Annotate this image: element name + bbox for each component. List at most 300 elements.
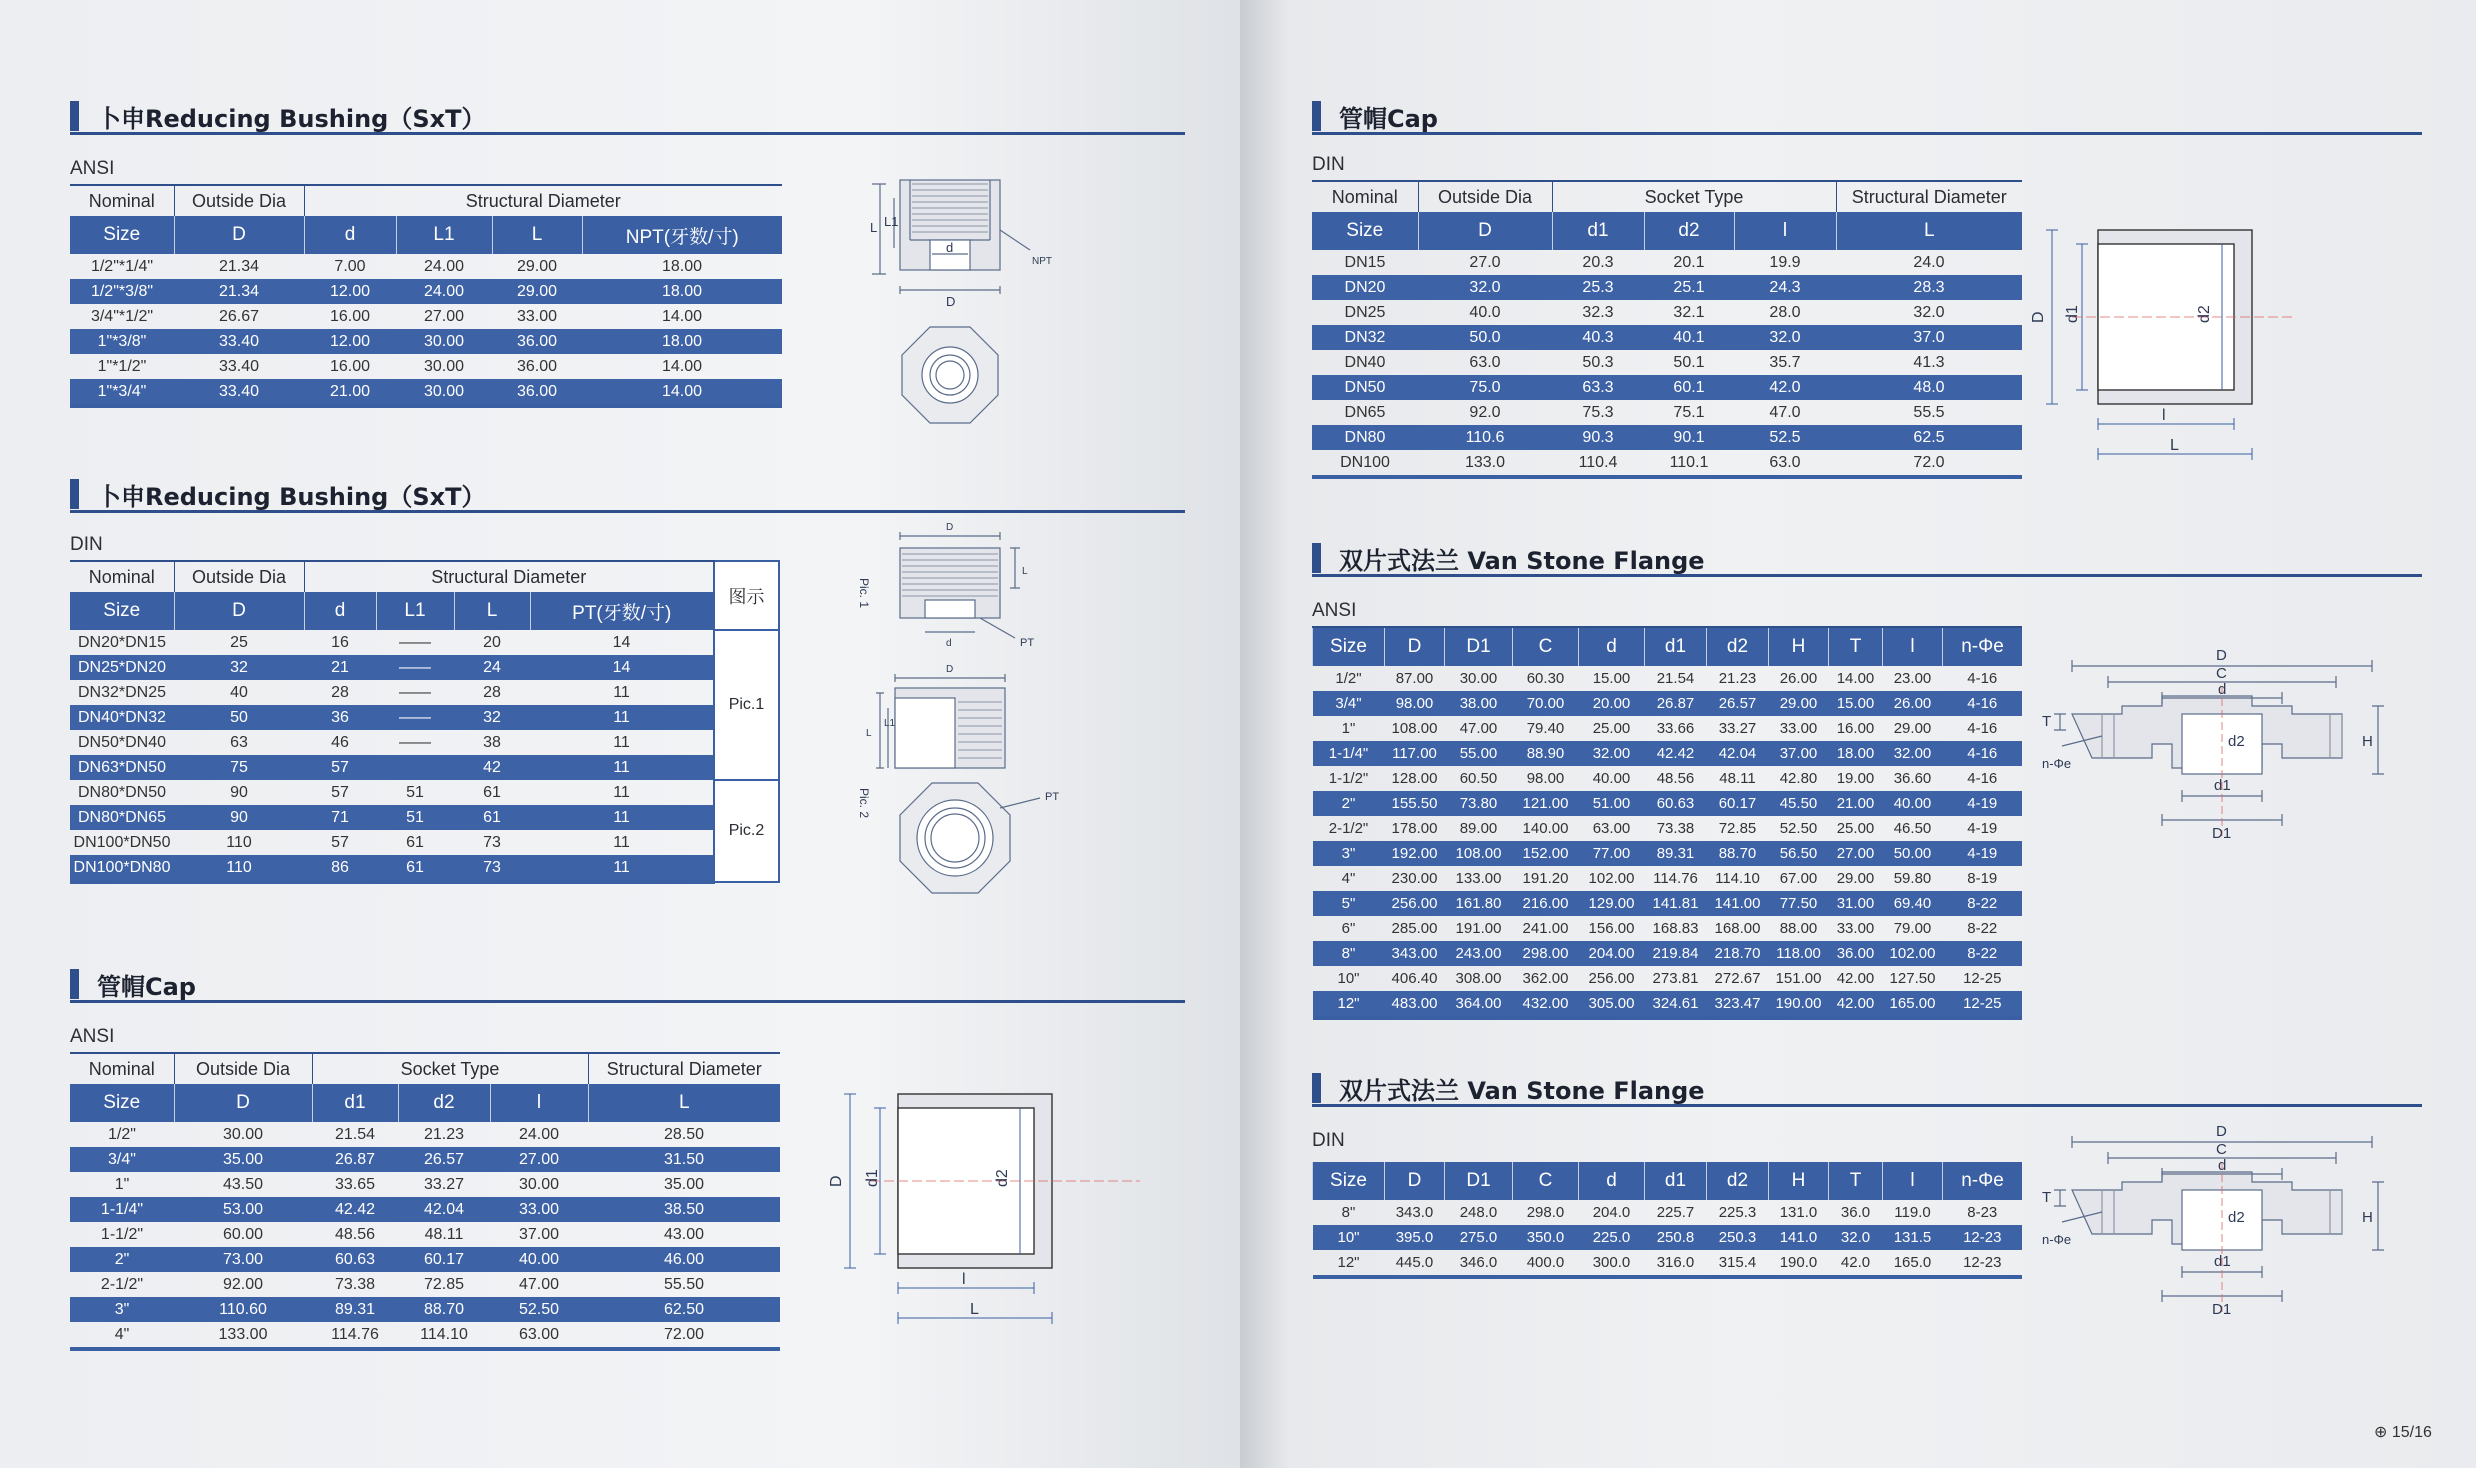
title-bar-marker (1312, 101, 1321, 131)
value-cell: 60.63 (1645, 791, 1707, 816)
size-cell: 2" (70, 1247, 174, 1272)
value-cell: 33.40 (174, 329, 304, 354)
header-cell: d (1579, 1162, 1645, 1200)
table-row (70, 680, 779, 705)
value-cell: 48.11 (1719, 770, 1756, 787)
dim-label-l1: L1 (884, 214, 899, 229)
bushing-din-table (70, 560, 780, 884)
value-cell: 4-16 (1943, 741, 2023, 766)
value-cell: 38.50 (588, 1197, 780, 1222)
table-row (70, 1297, 780, 1322)
value-cell: 21.00 (304, 379, 396, 406)
value-cell: 114.76 (312, 1322, 398, 1349)
table-header-row (70, 561, 779, 592)
value-cell: 204.0 (1592, 1204, 1631, 1221)
value-cell: 21.34 (218, 257, 260, 275)
value-cell: 225.3 (1718, 1204, 1757, 1221)
table-row (70, 1122, 780, 1147)
value-cell: 305.00 (1579, 991, 1645, 1018)
value-cell: 12.00 (304, 279, 396, 304)
value-cell: 71 (304, 805, 376, 830)
value-cell: 72.00 (588, 1322, 780, 1349)
section-flange-din (1312, 1072, 2422, 1352)
value-cell: 14 (612, 633, 631, 651)
value-cell: 32.0 (1734, 325, 1836, 350)
value-cell: 432.00 (1513, 991, 1579, 1018)
header-cell: Outside Dia (1418, 181, 1552, 212)
value-cell: 32 (454, 705, 530, 730)
value-cell: 98.00 (1526, 770, 1565, 787)
value-cell: —— (399, 733, 431, 751)
table-subheader-row (70, 1084, 780, 1122)
value-cell: 63.00 (490, 1322, 588, 1349)
dim-label-D: D (2216, 647, 2227, 664)
value-cell: 33.40 (218, 357, 260, 375)
value-cell: 11 (530, 855, 714, 882)
value-cell: 24.00 (396, 279, 492, 304)
size-cell: DN65 (1344, 403, 1386, 421)
cap-ansi-drawing (810, 1078, 1140, 1338)
table-row (70, 855, 779, 882)
value-cell: 275.0 (1445, 1225, 1513, 1250)
standard-label: ANSI (70, 1026, 115, 1047)
value-cell: 92.0 (1469, 403, 1501, 421)
value-cell: 88.70 (1707, 841, 1769, 866)
table-row (70, 1172, 780, 1197)
dim-label-D1: D1 (2212, 1301, 2232, 1318)
dim-label-d1: d1 (864, 1169, 881, 1187)
value-cell: 168.83 (1652, 920, 1699, 937)
header-cell: Nominal (70, 185, 174, 216)
pic-note-cell: Pic.2 (714, 780, 779, 882)
table-body (70, 630, 779, 882)
size-cell: DN32 (1312, 325, 1418, 350)
size-cell: 6" (1341, 920, 1356, 937)
value-cell: 102.00 (1883, 941, 1943, 966)
value-cell: 11 (613, 833, 630, 851)
value-cell: 168.00 (1714, 920, 1761, 937)
value-cell: 133.00 (1455, 870, 1502, 887)
value-cell: 14.00 (582, 379, 782, 406)
section-cap-din (1312, 100, 2422, 500)
value-cell: 33.00 (1779, 720, 1818, 737)
value-cell: 110.1 (1644, 450, 1734, 477)
header-cell: d1 (1552, 212, 1644, 250)
dim-label-C: C (2216, 1141, 2227, 1158)
header-cell: D1 (1445, 1162, 1513, 1200)
value-cell: 28.50 (663, 1125, 705, 1143)
table-row (70, 730, 779, 755)
section-title (1312, 1072, 2422, 1107)
value-cell: 43.00 (663, 1225, 705, 1243)
value-cell: 73.38 (334, 1275, 376, 1293)
dim-label-D: D (2216, 1123, 2227, 1140)
table-row (1313, 966, 2023, 991)
value-cell: 47.0 (1769, 403, 1801, 421)
value-cell: 323.47 (1707, 991, 1769, 1018)
header-cell: L (1836, 212, 2022, 250)
value-cell: 36.60 (1893, 770, 1932, 787)
header-cell: d1 (312, 1084, 398, 1122)
value-cell: 24 (454, 655, 530, 680)
header-cell: d2 (1707, 627, 1769, 666)
value-cell: 60.1 (1644, 375, 1734, 400)
table-row (1312, 425, 2022, 450)
size-cell: 5" (1313, 891, 1385, 916)
header-cell: C (1513, 627, 1579, 666)
dim-label-d2: D (946, 664, 954, 675)
value-cell: 27.00 (423, 307, 465, 325)
flange-din-table (1312, 1162, 2022, 1279)
table-row (1313, 991, 2023, 1018)
value-cell: 395.0 (1385, 1225, 1445, 1250)
header-cell: l (1734, 212, 1836, 250)
table-row (1312, 250, 2022, 275)
value-cell: 4-19 (1967, 820, 1998, 837)
header-cell: Outside Dia (174, 1053, 312, 1084)
title-bar-marker (70, 479, 79, 509)
value-cell: 4-16 (1943, 691, 2023, 716)
table-row (70, 379, 782, 406)
header-cell: L (454, 592, 530, 630)
value-cell: 21.34 (174, 279, 304, 304)
value-cell: 40 (230, 683, 248, 701)
value-cell: 32.3 (1582, 303, 1614, 321)
value-cell: 346.0 (1445, 1250, 1513, 1277)
value-cell: 114.10 (1715, 870, 1760, 887)
value-cell: 204.00 (1579, 941, 1645, 966)
value-cell: 50.00 (1883, 841, 1943, 866)
value-cell: 273.81 (1652, 970, 1699, 987)
value-cell: 40.00 (1883, 791, 1943, 816)
value-cell: 250.3 (1707, 1225, 1769, 1250)
value-cell: 59.80 (1893, 870, 1932, 887)
value-cell: 24.0 (1913, 253, 1945, 271)
value-cell: 152.00 (1513, 841, 1579, 866)
size-cell: 4" (1341, 870, 1356, 887)
header-cell: C (1513, 1162, 1579, 1200)
value-cell: 31.00 (1829, 891, 1883, 916)
header-cell: d1 (1645, 1162, 1707, 1200)
value-cell: 31.50 (588, 1147, 780, 1172)
value-cell: 38 (483, 733, 501, 751)
value-cell: 14.00 (661, 307, 703, 325)
value-cell: 114.76 (1653, 870, 1698, 887)
table-row (1313, 666, 2023, 691)
header-cell: Structural Diameter (304, 561, 714, 592)
table-row (1312, 400, 2022, 425)
table-subheader-row (70, 592, 779, 630)
value-cell: 241.00 (1522, 920, 1569, 937)
value-cell: 33.66 (1656, 720, 1695, 737)
header-cell: NPT(牙数/寸) (582, 216, 782, 254)
value-cell: 30.00 (423, 357, 465, 375)
value-cell: 131.0 (1779, 1204, 1818, 1221)
header-cell: d (304, 216, 396, 254)
table-row (70, 630, 779, 655)
value-cell: 108.00 (1445, 841, 1513, 866)
size-cell: DN80*DN50 (77, 783, 167, 801)
value-cell: 21 (304, 655, 376, 680)
dim-label-D1: D1 (2212, 825, 2232, 842)
value-cell: 343.0 (1395, 1204, 1434, 1221)
header-cell: H (1769, 627, 1829, 666)
value-cell: 41.3 (1913, 353, 1945, 371)
section-bushing-din (70, 478, 1185, 898)
value-cell: 256.00 (1588, 970, 1635, 987)
size-cell: 1/2"*1/4" (90, 257, 154, 275)
header-cell: Nominal (70, 1053, 174, 1084)
value-cell: 36.0 (1840, 1204, 1871, 1221)
value-cell: 8-19 (1967, 870, 1998, 887)
header-cell: d (1579, 627, 1645, 666)
pic2-label: Pic. 2 (857, 788, 871, 819)
value-cell: 38.00 (1445, 691, 1513, 716)
header-cell: n-Φe (1943, 627, 2023, 666)
value-cell: 14 (530, 655, 714, 680)
value-cell: 4-19 (1943, 841, 2023, 866)
page-number (2374, 1422, 2432, 1442)
header-cell: Size (1313, 1162, 1385, 1200)
value-cell: 151.00 (1775, 970, 1822, 987)
dim-label-pt-2: PT (1045, 791, 1060, 803)
section-title-text: 卜申Reducing Bushing（SxT） (97, 482, 486, 511)
title-bar-marker (70, 101, 79, 131)
size-cell: 2-1/2" (1328, 820, 1369, 837)
size-cell: 10" (1337, 970, 1360, 987)
value-cell: 29.00 (1836, 870, 1875, 887)
size-cell: 3" (1313, 841, 1385, 866)
value-cell: 218.70 (1707, 941, 1769, 966)
size-cell: 1-1/2" (1328, 770, 1369, 787)
value-cell: 178.00 (1391, 820, 1438, 837)
value-cell: 75.3 (1582, 403, 1614, 421)
value-cell: 11 (530, 805, 714, 830)
value-cell: 4-16 (1967, 720, 1998, 737)
value-cell: 30.00 (222, 1125, 264, 1143)
value-cell: 42.80 (1779, 770, 1818, 787)
dim-label-d: D (946, 522, 954, 533)
header-cell: d2 (1644, 212, 1734, 250)
header-cell: L1 (376, 592, 454, 630)
dim-label-d2: d2 (994, 1169, 1011, 1187)
size-cell: 1"*3/8" (70, 329, 174, 354)
value-cell: 60.63 (312, 1247, 398, 1272)
value-cell: 27.00 (1829, 841, 1883, 866)
value-cell: 12-25 (1963, 970, 2002, 987)
value-cell: 141.00 (1707, 891, 1769, 916)
value-cell: 73 (454, 855, 530, 882)
dim-label-d2: d2 (2228, 1209, 2245, 1226)
header-cell: D (174, 1084, 312, 1122)
value-cell: 343.00 (1385, 941, 1445, 966)
value-cell: 12-25 (1943, 991, 2023, 1018)
size-cell: 1"*1/2" (97, 357, 147, 375)
value-cell: 308.00 (1455, 970, 1502, 987)
table-body (1313, 666, 2023, 1018)
value-cell: 33.00 (490, 1197, 588, 1222)
table-row (1313, 1250, 2023, 1277)
value-cell: 362.00 (1522, 970, 1569, 987)
value-cell: 11 (613, 683, 630, 701)
value-cell: 60.17 (398, 1247, 490, 1272)
header-cell: d (304, 592, 376, 630)
table-header-row (70, 185, 782, 216)
value-cell: 23.00 (1893, 670, 1932, 687)
value-cell: 24.00 (518, 1125, 560, 1143)
flange-ansi-drawing (2042, 646, 2382, 866)
value-cell: 140.00 (1522, 820, 1569, 837)
flange-din-drawing (2042, 1122, 2382, 1342)
value-cell: 33.27 (423, 1175, 465, 1193)
page-number-icon: ⊕ (2374, 1424, 2388, 1441)
standard-label: DIN (1312, 1130, 1345, 1151)
size-cell: 1-1/4" (1313, 741, 1385, 766)
value-cell: 4-19 (1943, 791, 2023, 816)
value-cell: 88.90 (1513, 741, 1579, 766)
dim-label-d: D (2030, 311, 2047, 323)
value-cell: 46 (331, 733, 349, 751)
value-cell: 272.67 (1714, 970, 1761, 987)
value-cell: 30.00 (1459, 670, 1498, 687)
value-cell: 4-16 (1967, 770, 1998, 787)
table-body (1312, 250, 2022, 477)
value-cell: 30.00 (396, 329, 492, 354)
table-row (1313, 716, 2023, 741)
value-cell: 28.0 (1769, 303, 1801, 321)
value-cell: 15.00 (1829, 691, 1883, 716)
header-cell: Structural Diameter (1836, 181, 2022, 212)
table-header-row (1313, 627, 2023, 666)
table-row (1313, 691, 2023, 716)
table-row (1313, 891, 2023, 916)
header-cell: d2 (1707, 1162, 1769, 1200)
value-cell: 25.00 (1836, 820, 1875, 837)
value-cell: 57 (331, 833, 349, 851)
section-title-text: 管帽Cap (97, 972, 196, 1001)
value-cell: 18.00 (661, 257, 703, 275)
value-cell: 26.00 (1779, 670, 1818, 687)
dim-label-n: n-Φe (2042, 756, 2072, 771)
dim-label-C: C (2216, 665, 2227, 682)
value-cell: 165.0 (1883, 1250, 1943, 1277)
value-cell: 26.57 (1707, 691, 1769, 716)
value-cell: 21.00 (1829, 791, 1883, 816)
value-cell: 89.00 (1459, 820, 1498, 837)
pic1-label: Pic. 1 (857, 578, 871, 609)
value-cell: 57 (304, 755, 376, 780)
table-row (70, 1272, 780, 1297)
table-row (1312, 450, 2022, 477)
value-cell: 27.00 (490, 1147, 588, 1172)
value-cell: 400.0 (1513, 1250, 1579, 1277)
section-title-text: 管帽Cap (1339, 104, 1438, 133)
size-cell: 12" (1313, 1250, 1385, 1277)
value-cell: 216.00 (1513, 891, 1579, 916)
size-cell: DN20 (1312, 275, 1418, 300)
value-cell: 47.00 (1459, 720, 1498, 737)
header-cell: Size (70, 216, 174, 254)
header-cell: d1 (1645, 627, 1707, 666)
value-cell: 129.00 (1579, 891, 1645, 916)
value-cell: 75 (174, 755, 304, 780)
value-cell: 18.00 (1829, 741, 1883, 766)
section-flange-ansi (1312, 542, 2422, 1032)
value-cell: —— (399, 633, 431, 651)
value-cell: 35.00 (174, 1147, 312, 1172)
value-cell: 67.00 (1779, 870, 1818, 887)
table-row (70, 254, 782, 279)
value-cell: 70.00 (1513, 691, 1579, 716)
table-row (70, 1147, 780, 1172)
value-cell: 20 (483, 633, 501, 651)
value-cell: 190.00 (1769, 991, 1829, 1018)
value-cell: 92.00 (222, 1275, 264, 1293)
table-row (1313, 791, 2023, 816)
value-cell: 19.9 (1769, 253, 1801, 271)
header-cell: Size (1312, 212, 1418, 250)
header-cell: Socket Type (1552, 181, 1836, 212)
value-cell: 60.30 (1526, 670, 1565, 687)
value-cell: 63 (230, 733, 248, 751)
size-cell: DN40 (1344, 353, 1386, 371)
value-cell: 119.0 (1894, 1204, 1931, 1221)
value-cell: 77.00 (1579, 841, 1645, 866)
value-cell: 72.0 (1836, 450, 2022, 477)
value-cell: 40.1 (1644, 325, 1734, 350)
size-cell: DN40*DN32 (70, 705, 174, 730)
value-cell: 11 (530, 705, 714, 730)
value-cell: 51.00 (1579, 791, 1645, 816)
bushing-ansi-drawing (850, 170, 1150, 430)
value-cell: 21.23 (423, 1125, 465, 1143)
size-cell: DN50 (1312, 375, 1418, 400)
value-cell: 192.00 (1385, 841, 1445, 866)
table-row (70, 755, 779, 780)
dim-label-H: H (2362, 1209, 2373, 1226)
value-cell: 32 (174, 655, 304, 680)
header-cell: D (1418, 212, 1552, 250)
standard-label: DIN (70, 534, 103, 555)
value-cell: 89.31 (312, 1297, 398, 1322)
value-cell: 131.5 (1883, 1225, 1943, 1250)
value-cell: 33.00 (1836, 920, 1875, 937)
header-cell: d2 (398, 1084, 490, 1122)
value-cell: 121.00 (1513, 791, 1579, 816)
table-row (1313, 941, 2023, 966)
title-bar-marker (70, 969, 79, 999)
value-cell: 33.65 (334, 1175, 376, 1193)
value-cell: 16.00 (1836, 720, 1875, 737)
dim-label-d2: d2 (2196, 305, 2213, 323)
table-row (70, 830, 779, 855)
table-row (70, 304, 782, 329)
size-cell: 2" (1313, 791, 1385, 816)
value-cell: 406.40 (1391, 970, 1438, 987)
value-cell: 52.50 (490, 1297, 588, 1322)
dim-label-l: L (1022, 566, 1028, 577)
value-cell: 98.00 (1385, 691, 1445, 716)
value-cell: 33.40 (174, 379, 304, 406)
value-cell: 141.81 (1645, 891, 1707, 916)
value-cell: 26.87 (312, 1147, 398, 1172)
size-cell: DN20*DN15 (77, 633, 167, 651)
value-cell: 155.50 (1385, 791, 1445, 816)
table-row (70, 705, 779, 730)
header-cell: Structural Diameter (304, 185, 782, 216)
size-cell: 3/4"*1/2" (90, 307, 154, 325)
section-title-text: 双片式法兰 Van Stone Flange (1339, 1076, 1705, 1105)
